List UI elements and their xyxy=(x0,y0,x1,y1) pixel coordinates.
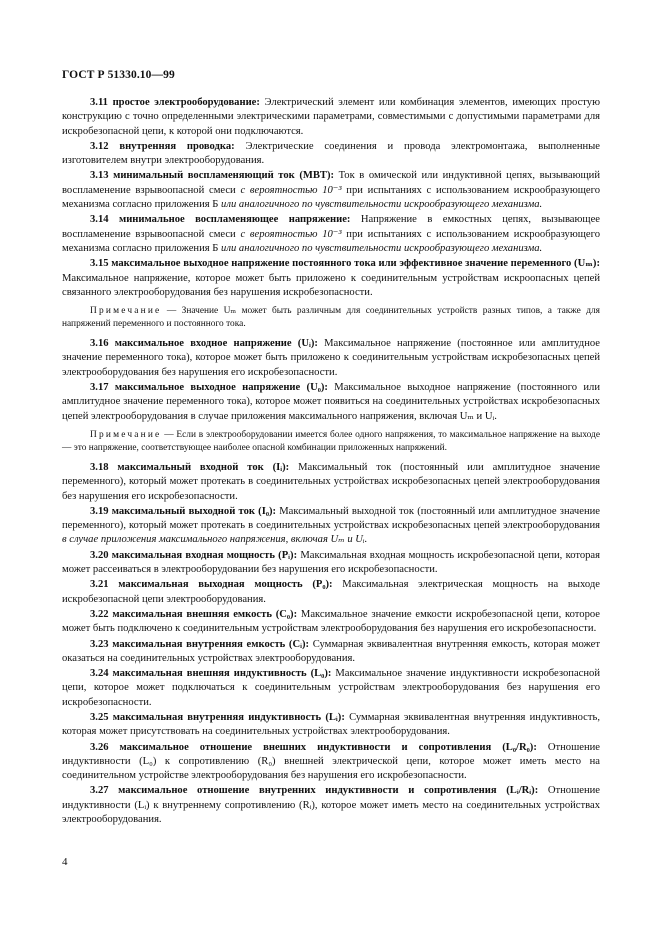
definition-3-23 xyxy=(62,638,600,667)
definition-text: при испытаниях с использованием искрообразующего механизма согласно приложения Б xyxy=(62,184,600,211)
term: 3.18 максимальный входной ток (Iᵢ): xyxy=(90,461,290,473)
term: 3.16 максимальное входное напряжение (Uᵢ): xyxy=(90,338,318,350)
definition-text: Максимальное напряжение, которое может быть приложено к соединительным устройствам искроопасных цепей связанного электрооборудования без нарушения искробезопасности. xyxy=(62,272,600,298)
italic-text: или аналогичного по чувствительности искрообразующего механизма. xyxy=(221,199,543,211)
definition-text: Напряжение в емкостных цепях, вызывающее воспламенение взрывоопасной смеси xyxy=(62,214,600,240)
definition-text: Суммарная эквивалентная внутренняя индуктивность, которая может присутствовать на соединительных устройствах электрооборудования. xyxy=(62,711,600,738)
italic-text: или аналогичного по чувствительности искрообразующего механизма. xyxy=(221,242,543,254)
italic-text: с вероятностью 10⁻³ xyxy=(240,184,342,196)
definition-3-25 xyxy=(62,711,600,740)
note-2 xyxy=(62,429,600,455)
term: 3.14 минимальное воспламеняющее напряжение: xyxy=(90,214,351,226)
definition-3-13 xyxy=(62,169,600,212)
definition-3-18 xyxy=(62,461,600,504)
term: 3.25 максимальная внутренняя индуктивность (Lᵢ): xyxy=(90,711,345,723)
term: 3.17 максимальное выходное напряжение (U₀): xyxy=(90,382,328,394)
definition-3-16 xyxy=(62,337,600,380)
page-number: 4 xyxy=(62,856,68,868)
standard-header: ГОСТ Р 51330.10—99 xyxy=(62,69,175,81)
definition-text: при испытаниях с использованием искрообразующего механизма согласно приложения Б xyxy=(62,228,600,254)
definition-text: Суммарная эквивалентная внутренняя емкость, которая может оказаться на соединительных устройствах электрооборудования. xyxy=(62,638,600,664)
definition-text: Максимальная входная мощность искробезопасной цепи, которая может рассеиваться в электрооборудовании без нарушения его искробезопасности. xyxy=(62,549,601,576)
note-1 xyxy=(62,305,600,331)
note-label: Примечание xyxy=(90,429,162,440)
definition-text: Максимальное напряжение (постоянное или амплитудное значение переменного тока), которое может быть приложено к соединительным устройствам искробезопасных цепей электрооборудования без нарушения его искробезопасности. xyxy=(62,338,600,378)
term: 3.23 максимальная внутренняя емкость (Cᵢ): xyxy=(90,638,310,650)
term: 3.22 максимальная внешняя емкость (C₀): xyxy=(90,608,298,620)
term: 3.15 максимальное выходное напряжение постоянного тока или эффективное значение переменного (Uₘ): xyxy=(90,258,600,270)
definition-text: Электрический элемент или комбинация элементов, имеющих простую конструкцию с точно определенными электрическими параметрами, совместимыми с допустимыми параметрами для искробезопасной цепи, к которой они подключаются. xyxy=(62,97,601,137)
definition-text: Максимальный ток (постоянный или амплитудное значение переменного), который может протекать в соединительных устройствах искробезопасных цепей электрооборудования без нарушения его искробезопасности. xyxy=(62,461,600,502)
definition-3-17 xyxy=(62,381,600,424)
italic-text: с вероятностью 10⁻³ xyxy=(240,228,342,240)
term: 3.26 максимальное отношение внешних индуктивности и сопротивления (L₀/R₀): xyxy=(90,741,537,753)
definition-3-26 xyxy=(62,741,600,784)
definition-text: Электрические соединения и провода электромонтажа, выполненные изготовителем внутри электрооборудования. xyxy=(62,140,600,167)
definition-text: Максимальное выходное напряжение (постоянного или амплитудное значение переменного тока), которое может появиться на соединительных устройствах искробезопасных цепей электрооборудования в случае приложения максимального напряжения, включая Uₘ и Uᵢ. xyxy=(62,382,601,422)
term: 3.24 максимальная внешняя индуктивность (L₀): xyxy=(90,668,332,680)
definition-3-14 xyxy=(62,213,600,256)
definition-3-19 xyxy=(62,505,600,548)
definition-text: Отношение индуктивности (L₀) к сопротивлению (R₀) внешней электрической цепи, которое может иметь место на соединительном устройстве электрооборудования без нарушения его искробезопасности. xyxy=(62,741,600,782)
term: 3.21 максимальная выходная мощность (P₀): xyxy=(90,579,333,591)
note-text: — Значение Uₘ может быть различным для соединительных устройств разных типов, а также для напряжений переменного и постоянного тока. xyxy=(62,306,600,330)
definition-text: Максимальная электрическая мощность на выходе искробезопасной цепи электрооборудования. xyxy=(62,579,600,605)
definition-3-27 xyxy=(62,784,600,827)
definition-3-15 xyxy=(62,257,600,300)
definition-text: Ток в омической или индуктивной цепях, вызывающий воспламенение взрывоопасной смеси xyxy=(62,170,600,196)
definition-3-12 xyxy=(62,140,600,169)
note-text: — Если в электрооборудовании имеется более одного напряжения, то максимальное напряжение на выходе — это напряжение, соответствующее наиболее опасной комбинации приложенных напряжений. xyxy=(62,429,600,453)
definition-3-11 xyxy=(62,96,600,139)
note-label: Примечание xyxy=(90,306,162,317)
definition-3-21 xyxy=(62,578,600,607)
term: 3.20 максимальная входная мощность (Pᵢ): xyxy=(90,549,298,561)
document-body xyxy=(62,96,600,828)
term: 3.12 внутренняя проводка: xyxy=(90,140,235,152)
definition-text: Максимальное значение индуктивности искробезопасной цепи, которое может подключаться к соединительным устройствам электрооборудования без нарушения его искробезопасности. xyxy=(62,668,601,708)
italic-text: в случае приложения максимального напряжения, включая Uₘ и Uᵢ. xyxy=(62,534,368,546)
definition-3-20 xyxy=(62,549,600,578)
term: 3.19 максимальный выходной ток (I₀): xyxy=(90,505,277,517)
term: 3.13 минимальный воспламеняющий ток (MBT): xyxy=(90,170,335,182)
definition-text: Максимальное значение емкости искробезопасной цепи, которое может быть подключено к соединительным устройствам электрооборудования без нарушения его искробезопасности. xyxy=(62,608,600,635)
term: 3.11 простое электрооборудование: xyxy=(90,97,260,108)
definition-3-22 xyxy=(62,608,600,637)
term: 3.27 максимальное отношение внутренних индуктивности и сопротивления (Lᵢ/Rᵢ): xyxy=(90,785,539,797)
definition-text: Отношение индуктивности (Lᵢ) к внутреннему сопротивлению (Rᵢ), которое может иметь место на соединительных устройствах электрооборудования. xyxy=(62,785,600,826)
definition-3-24 xyxy=(62,667,600,710)
definition-text: Максимальный выходной ток (постоянный или амплитудное значение переменного), который может протекать в соединительных устройствах искробезопасных цепей электрооборудования xyxy=(62,505,600,532)
